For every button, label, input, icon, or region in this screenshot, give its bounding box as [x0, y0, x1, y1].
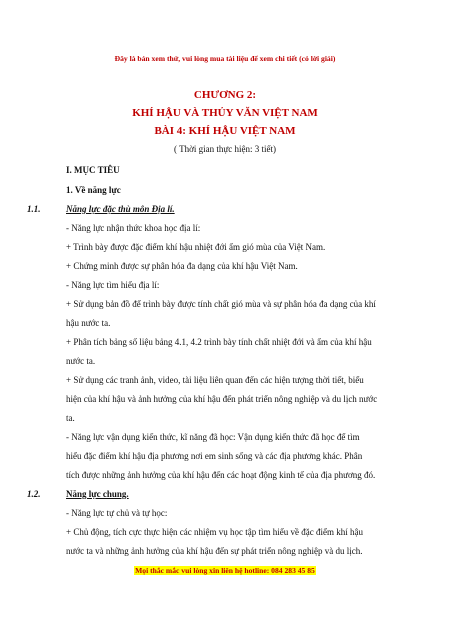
item-title-2: Năng lực chung. — [66, 489, 129, 499]
paragraph-line: + Phân tích bảng số liệu bảng 4.1, 4.2 trình bày tính chất nhiệt đới và ẩm của khí hậu — [66, 337, 372, 347]
subsection-title: 1. Về năng lực — [66, 185, 121, 195]
item-title-1: Năng lực đặc thù môn Địa lí. — [66, 204, 175, 214]
lesson-title: BÀI 4: KHÍ HẬU VIỆT NAM — [154, 125, 296, 137]
paragraph-line: - Năng lực tìm hiểu địa lí: — [66, 280, 160, 290]
paragraph-line: hiểu đặc điểm khí hậu địa phương nơi em sinh sống và các địa phương khác. Phân — [66, 451, 363, 461]
paragraph-line: - Năng lực vận dụng kiến thức, kĩ năng đã học: Vận dụng kiến thức đã học để tìm — [66, 432, 360, 442]
hotline-text: Mọi thắc mắc vui lòng xin liên hệ hotline: 084 283 45 85 — [135, 566, 315, 575]
item-number-1: 1.1. — [27, 204, 41, 214]
paragraph-line: + Sử dụng bản đồ để trình bày được tính chất gió mùa và sự phân hóa đa dạng của khí — [66, 299, 376, 309]
preview-notice: Đây là bản xem thử, vui lòng mua tài liệu để xem chi tiết (có lời giải) — [114, 54, 336, 63]
item-number-2: 1.2. — [27, 489, 41, 499]
lesson-duration: ( Thời gian thực hiện: 3 tiết) — [174, 144, 276, 154]
paragraph-line: ta. — [66, 413, 75, 423]
hotline-notice — [0, 566, 450, 575]
section-title: I. MỤC TIÊU — [66, 165, 120, 175]
paragraph-line: + Chứng minh được sự phân hóa đa dạng của khí hậu Việt Nam. — [66, 261, 298, 271]
chapter-title: KHÍ HẬU VÀ THỦY VĂN VIỆT NAM — [132, 107, 318, 119]
paragraph-line: hậu nước ta. — [66, 318, 111, 328]
paragraph-line: tích được những ảnh hưởng của khí hậu đến các hoạt động kinh tế của địa phương đó. — [66, 470, 376, 480]
paragraph-line: + Sử dụng các tranh ảnh, video, tài liệu liên quan đến các hiện tượng thời tiết, biểu — [66, 375, 364, 385]
paragraph-line: hiện của khí hậu và ảnh hưởng của khí hậu đến phát triển nông nghiệp và du lịch nước — [66, 394, 378, 404]
paragraph-line: + Trình bày được đặc điểm khí hậu nhiệt đới ẩm gió mùa của Việt Nam. — [66, 242, 326, 252]
paragraph-line: nước ta. — [66, 356, 96, 366]
paragraph-line: - Năng lực tự chủ và tự học: — [66, 508, 168, 518]
paragraph-line: nước ta và những ảnh hưởng của khí hậu đến sự phát triển nông nghiệp và du lịch. — [66, 546, 363, 556]
paragraph-line: + Chủ động, tích cực thực hiện các nhiệm vụ học tập tìm hiểu về đặc điểm khí hậu — [66, 527, 363, 537]
paragraph-line: - Năng lực nhận thức khoa học địa lí: — [66, 223, 201, 233]
chapter-number: CHƯƠNG 2: — [193, 89, 257, 101]
